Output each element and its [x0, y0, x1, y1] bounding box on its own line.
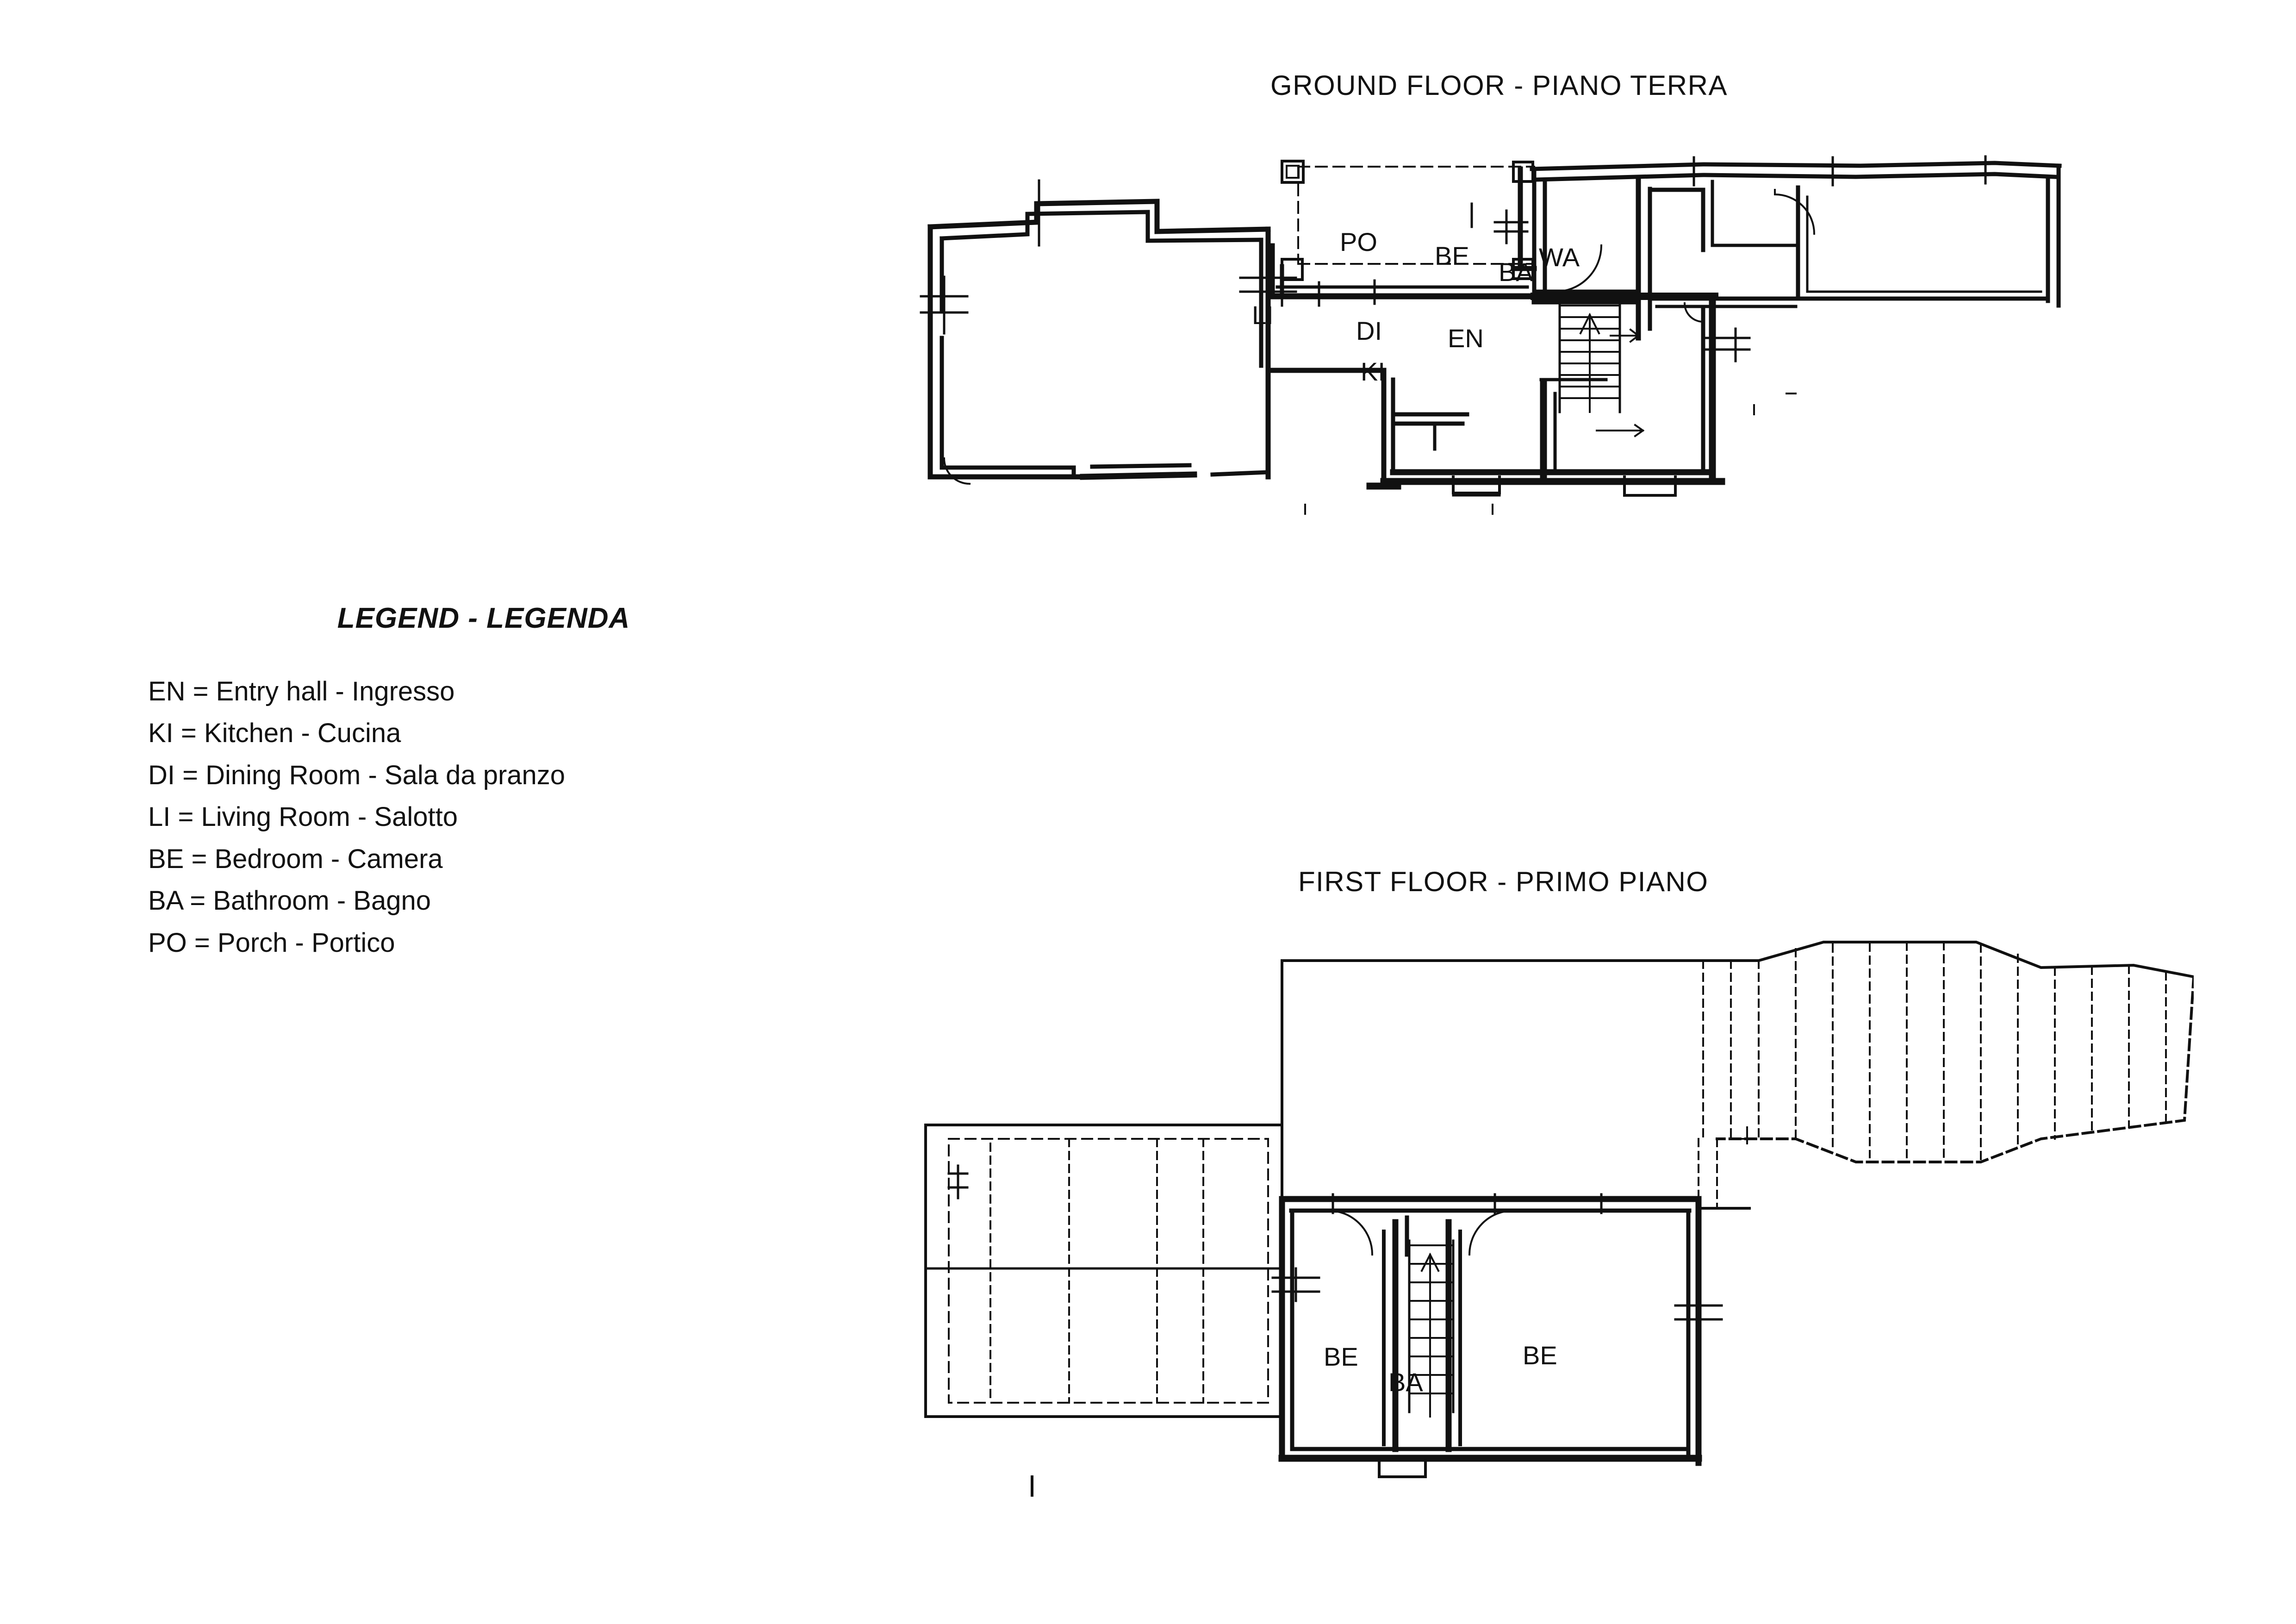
room-label-ki: KI: [1361, 357, 1385, 386]
first-floor-drawing: [916, 921, 2194, 1597]
legend-item-ki: KI = Kitchen - Cucina: [148, 718, 401, 749]
legend-item-ba: BA = Bathroom - Bagno: [148, 886, 431, 916]
legend-item-di: DI = Dining Room - Sala da pranzo: [148, 760, 566, 790]
ground-floor-heading: GROUND FLOOR - PIANO TERRA: [1270, 70, 1728, 101]
first-floor-heading: FIRST FLOOR - PRIMO PIANO: [1298, 866, 1709, 897]
room-label-ba-ground: BA: [1499, 257, 1533, 287]
room-label-li: LI: [1252, 300, 1274, 330]
room-label-be-first-left: BE: [1324, 1342, 1358, 1371]
legend-list: [148, 671, 819, 964]
ground-floor-drawing: [916, 153, 2194, 815]
legend-block: [148, 602, 819, 964]
room-label-wa: WA: [1539, 243, 1580, 272]
legend-item-li: LI = Living Room - Salotto: [148, 802, 458, 832]
legend-item-be: BE = Bedroom - Camera: [148, 843, 443, 874]
legend-item-po: PO = Porch - Portico: [148, 927, 395, 958]
room-label-be-ground: BE: [1435, 241, 1469, 270]
room-label-en: EN: [1448, 324, 1484, 353]
room-label-ba-first: BA: [1388, 1368, 1423, 1397]
room-label-di: DI: [1356, 316, 1382, 345]
room-label-be-first-right: BE: [1523, 1341, 1557, 1370]
legend-title: LEGEND - LEGENDA: [337, 602, 630, 634]
room-label-po: PO: [1340, 227, 1377, 256]
legend-item-en: EN = Entry hall - Ingresso: [148, 676, 455, 706]
